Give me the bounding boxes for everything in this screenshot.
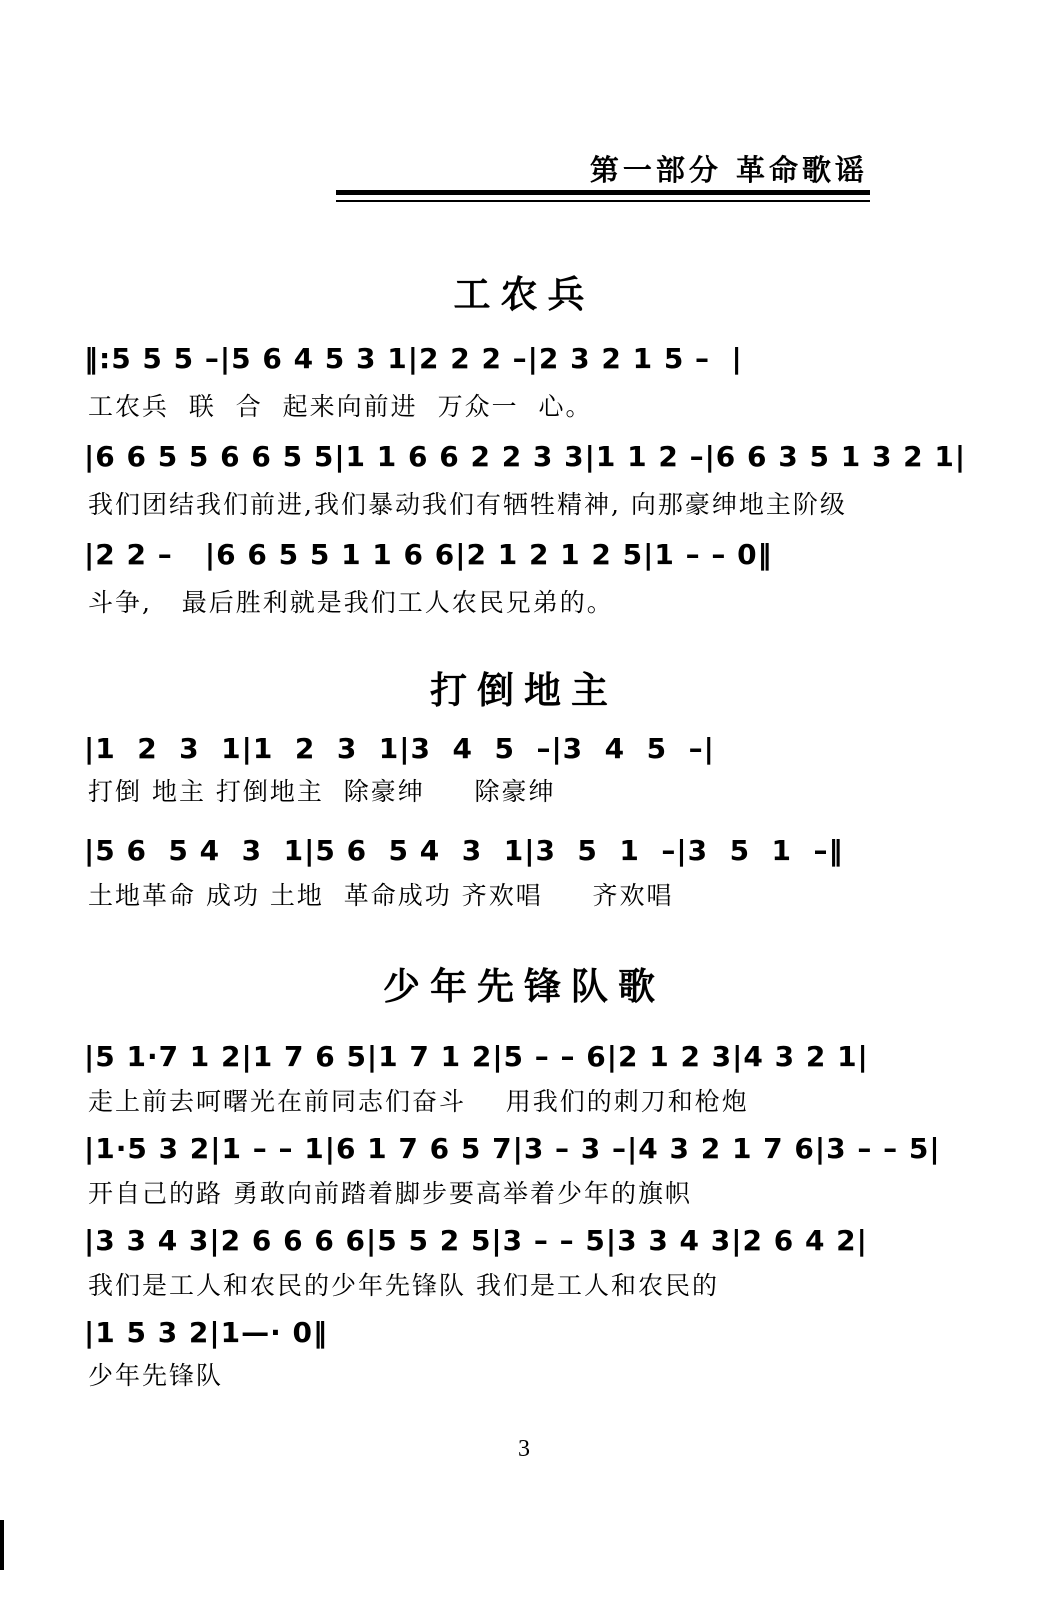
song-title: 工农兵: [453, 272, 595, 316]
section-header: 第一部分 革命歌谣: [589, 153, 868, 187]
notation-line: |3 3 4 3|2 6 6 6 6|5 5 2 5|3 – – 5|3 3 4 3|2 6 4 2|: [84, 1224, 868, 1257]
notation-line: |1 2 3 1|1 2 3 1|3 4 5 –|3 4 5 –|: [84, 732, 715, 765]
notation-line: |6 6 5 5 6 6 5 5|1 1 6 6 2 2 3 3|1 1 2 –|6 6 3 5 1 3 2 1|: [84, 440, 967, 473]
notation-line: |2 2 – |6 6 5 5 1 1 6 6|2 1 2 1 2 5|1 – – 0‖: [84, 538, 773, 571]
song-title: 少年先锋队歌: [383, 964, 665, 1008]
notation-line: |1 5 3 2|1—· 0‖: [84, 1316, 328, 1349]
lyrics-line: 我们团结我们前进,我们暴动我们有牺牲精神, 向那豪绅地主阶级: [88, 490, 847, 519]
lyrics-line: 我们是工人和农民的少年先锋队 我们是工人和农民的: [88, 1271, 719, 1300]
notation-line: ‖:5 5 5 –|5 6 4 5 3 1|2 2 2 –|2 3 2 1 5 – |: [84, 342, 743, 375]
lyrics-line: 土地革命 成功 土地 革命成功 齐欢唱 齐欢唱: [88, 881, 674, 910]
scan-edge-mark: [0, 1520, 4, 1570]
lyrics-line: 工农兵 联 合 起来向前进 万众一 心。: [88, 392, 593, 421]
notation-line: |5 6 5 4 3 1|5 6 5 4 3 1|3 5 1 –|3 5 1 –‖: [84, 834, 844, 867]
header-rule-thin: [336, 200, 870, 202]
notation-line: |5 1·7 1 2|1 7 6 5|1 7 1 2|5 – – 6|2 1 2 3|4 3 2 1|: [84, 1040, 869, 1073]
lyrics-line: 少年先锋队: [88, 1361, 224, 1390]
lyrics-line: 斗争, 最后胜利就是我们工人农民兄弟的。: [88, 588, 614, 617]
lyrics-line: 开自己的路 勇敢向前踏着脚步要高举着少年的旗帜: [88, 1179, 692, 1208]
header-rule-thick: [336, 190, 870, 195]
page-number: 3: [518, 1436, 530, 1462]
lyrics-line: 打倒 地主 打倒地主 除豪绅 除豪绅: [88, 777, 556, 806]
song-title: 打倒地主: [430, 668, 618, 712]
lyrics-line: 走上前去呵曙光在前同志们奋斗 用我们的刺刀和枪炮: [88, 1087, 749, 1116]
notation-line: |1·5 3 2|1 – – 1|6 1 7 6 5 7|3 – 3 –|4 3 2 1 7 6|3 – – 5|: [84, 1132, 941, 1165]
